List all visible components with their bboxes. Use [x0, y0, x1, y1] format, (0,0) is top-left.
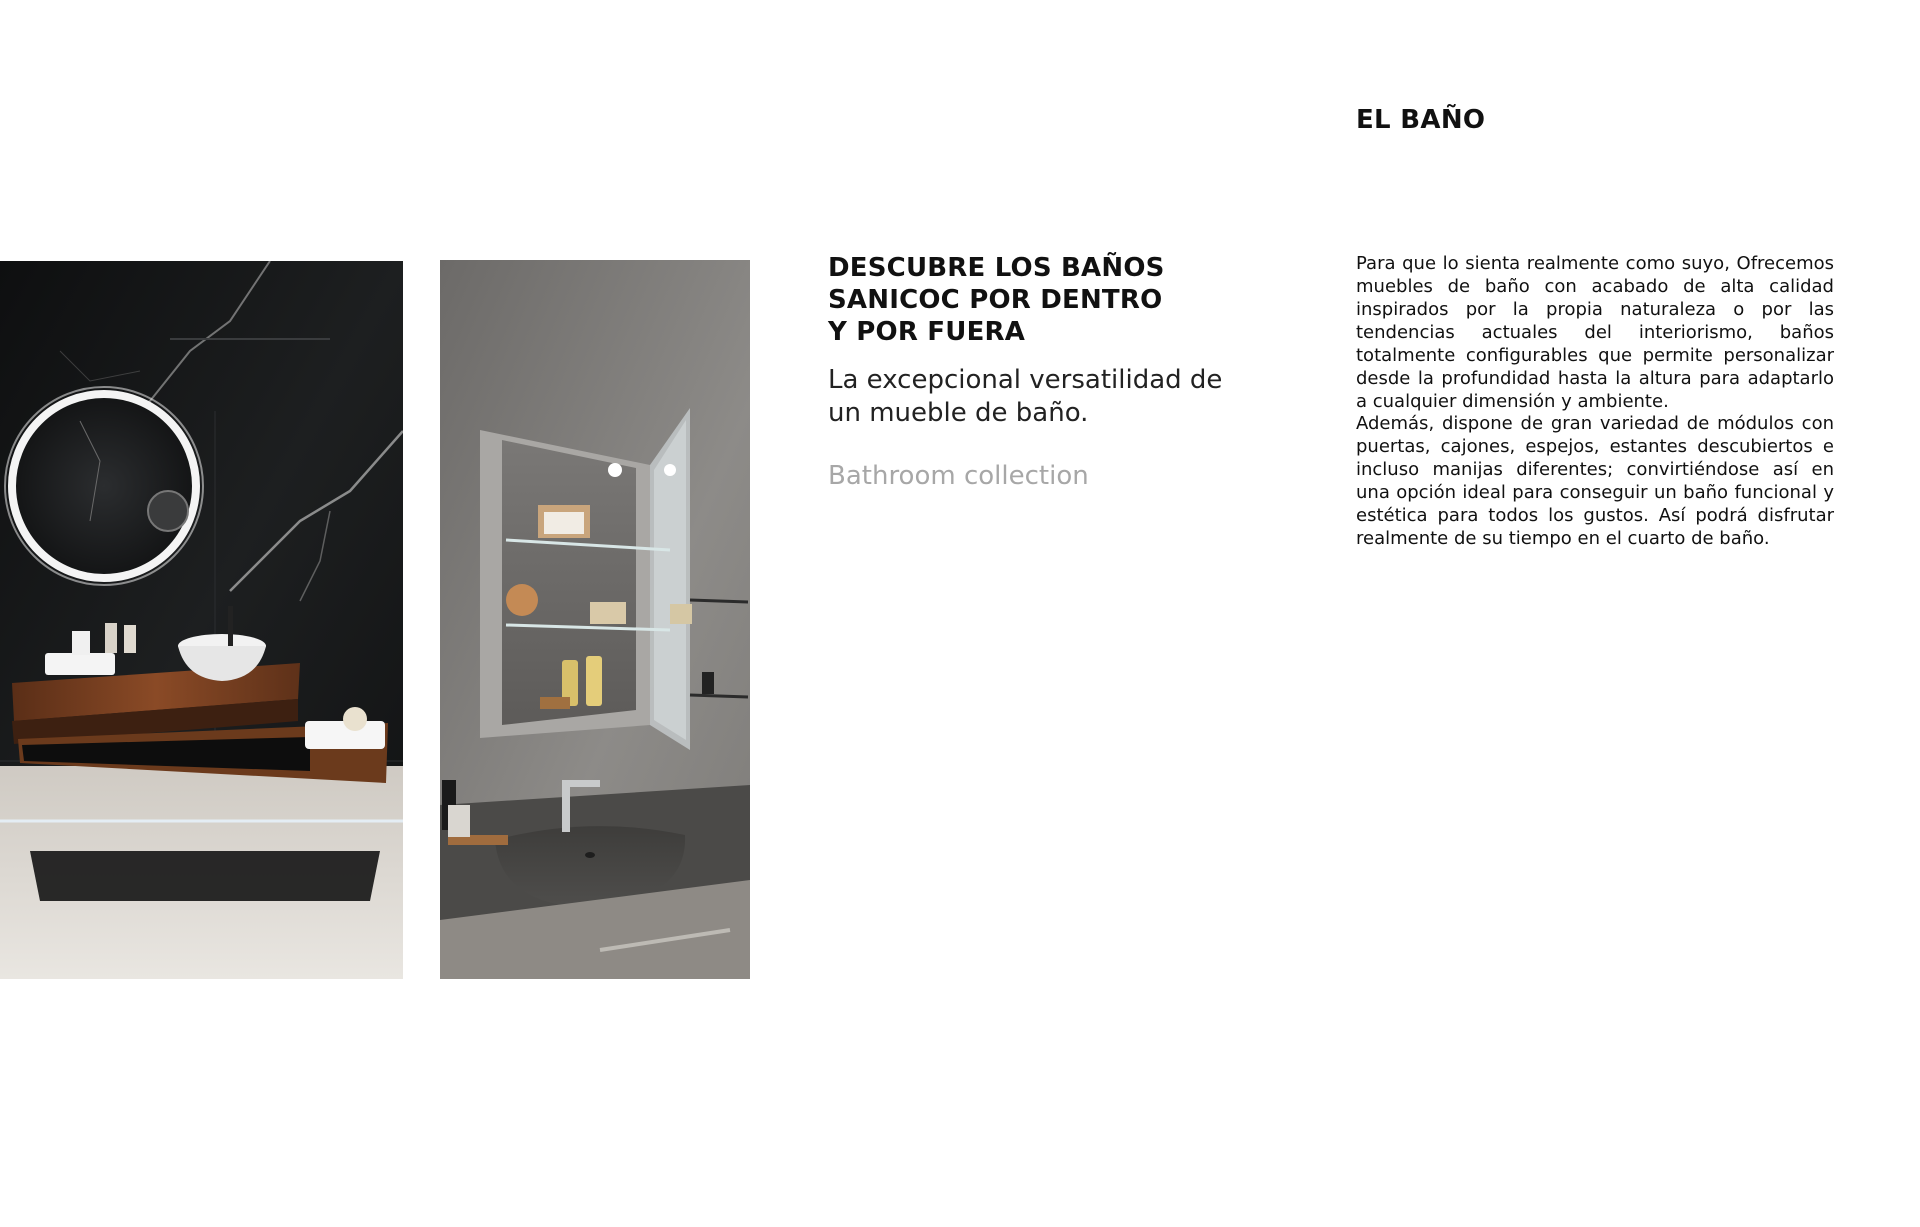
section-title: EL BAÑO	[1356, 105, 1486, 135]
bathroom-photo-cabinet	[440, 260, 750, 979]
body-paragraph-2: Además, dispone de gran variedad de módulos con puertas, cajones, espejos, estantes descubiertos e incluso manijas diferentes; convirtiéndose así en una opción ideal para conseguir un baño funcional y estética para todos los gustos. Así podrá disfrutar realmente de su tiempo en el cuarto de baño.	[1356, 413, 1834, 549]
bathroom-photo-marble	[0, 261, 403, 979]
intro-heading: DESCUBRE LOS BAÑOS SANICOC POR DENTRO Y POR FUERA	[828, 253, 1165, 347]
bathroom-photo-cabinet-illustration	[440, 260, 750, 979]
bathroom-photo-marble-illustration	[0, 261, 403, 979]
collection-label: Bathroom collection	[828, 461, 1089, 491]
intro-subheading: La excepcional versatilidad de un mueble de baño.	[828, 365, 1223, 428]
body-paragraph-1: Para que lo sienta realmente como suyo, Ofrecemos muebles de baño con acabado de alta calidad inspirados por la propia naturaleza o por las tendencias actuales del interiorismo, baños totalmente configurables que permite personalizar desde la profundidad hasta la altura para adaptarlo a cualquier dimensión y ambiente.	[1356, 253, 1834, 412]
